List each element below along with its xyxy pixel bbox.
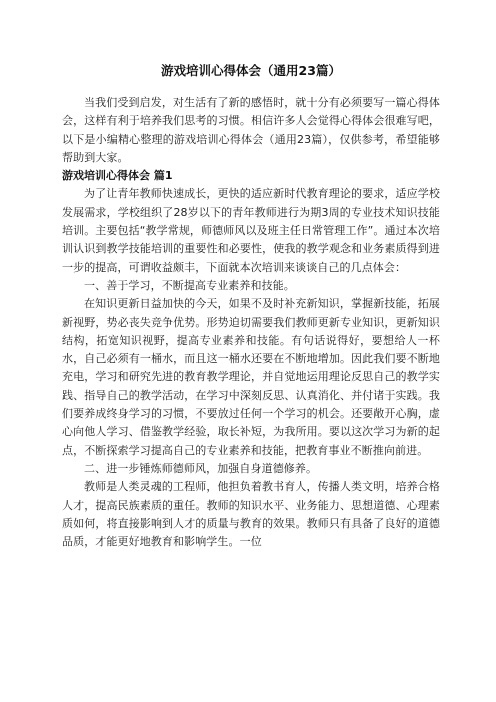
document-title: 游戏培训心得体会（通用23篇） [161, 63, 341, 78]
body-subheading: 一、善于学习，不断提高专业素养和技能。 [84, 278, 295, 292]
section-heading: 游戏培训心得体会 篇1 [62, 169, 173, 183]
intro-paragraph: 当我们受到启发，对生活有了新的感悟时，就十分有必须要写一篇心得体会，这样有利于培养我们思考的习惯。相信许多人会觉得心得体会很难写吧，以下是小编精心整理的游戏培训心得体会（通用23篇），仅供参考，希望能够帮助到大家。 [62, 96, 440, 164]
body-paragraph: 为了让青年教师快速成长，更快的适应新时代教育理论的要求，适应学校发展需求，学校组织了28岁以下的青年教师进行为期3周的专业技术知识技能培训。主要包括“教学常规，师德师风以及班主任日常管理工作”。通过本次培训认识到教学技能培训的重要性和必要性，使我的教学观念和业务素质得到进一步的提高，可谓收益颇丰，下面就本次培训来谈谈自己的几点体会： [62, 187, 440, 274]
body-paragraph: 教师是人类灵魂的工程师，他担负着教书育人，传播人类文明，培养合格人才，提高民族素质的重任。教师的知识水平、业务能力、思想道德、心理素质如何，将直接影响到人才的质量与教育的效果。教师只有具备了良好的道德品质，才能更好地教育和影响学生。一位 [62, 480, 440, 549]
body-paragraph: 在知识更新日益加快的今天，如果不及时补充新知识，掌握新技能，拓展新视野，势必丧失竞争优势。形势迫切需要我们教师更新专业知识，更新知识结构，拓宽知识视野，提高专业素养和技能。有句话说得好，要想给人一杯水，自己必须有一桶水，而且这一桶水还要在不断地增加。因此我们要不断地充电，学习和研究先进的教育教学理论，并自觉地运用理论反思自己的教学实践、指导自己的教学活动，在学习中深刻反思、认真消化、并付诸于实践。我们要养成终身学习的习惯，不要放过任何一个学习的机会。还要敞开心胸，虚心向他人学习、借鉴教学经验，取长补短，为我所用。要以这次学习为新的起点，不断探索学习提高自己的专业素养和技能，把教育事业不断推向前进。 [62, 297, 440, 457]
body-subheading: 二、进一步锤炼师德师风，加强自身道德修养。 [84, 461, 318, 475]
